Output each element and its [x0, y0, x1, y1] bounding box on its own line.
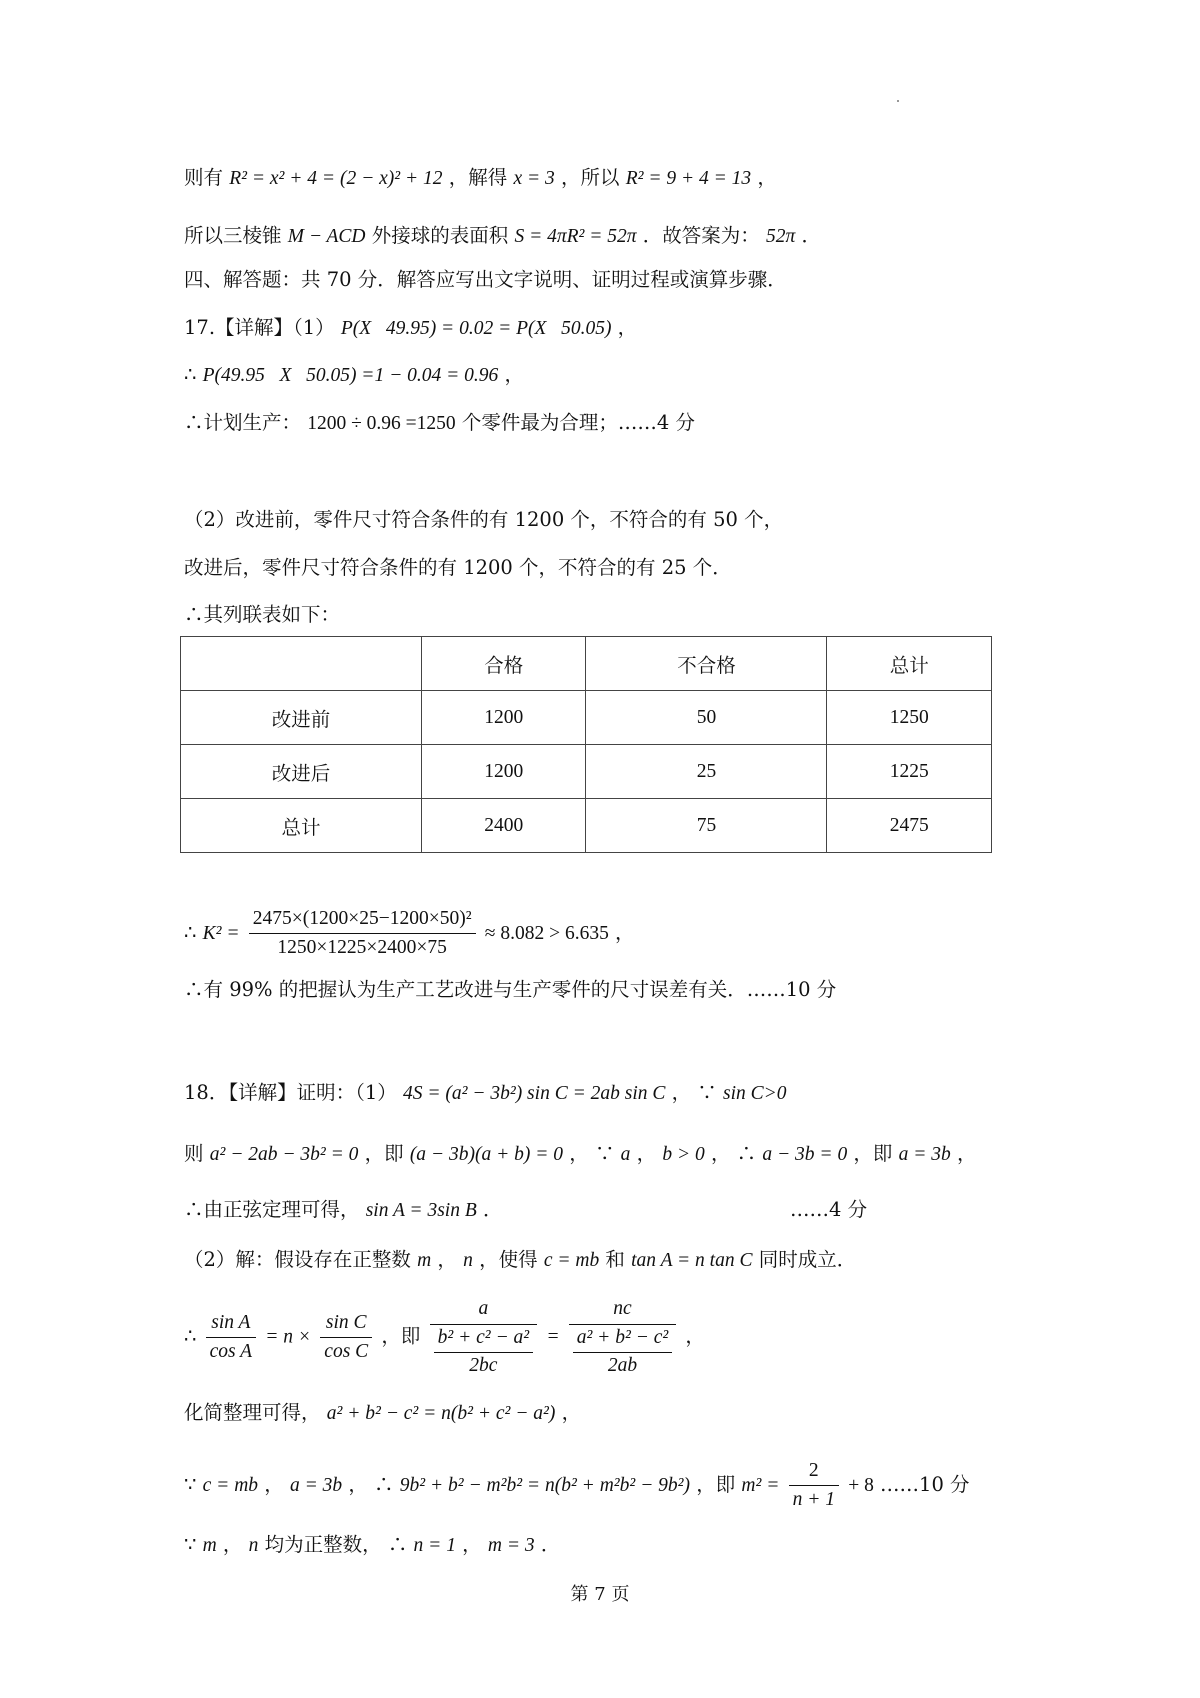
- text: ……10 分: [880, 1473, 970, 1496]
- text: ∵: [184, 1533, 197, 1556]
- math: + 8: [848, 1475, 874, 1496]
- math: n: [463, 1250, 473, 1271]
- text: ，解得: [448, 166, 508, 189]
- k-squared-fraction: [249, 906, 476, 961]
- fraction-denominator: n + 1: [792, 1489, 835, 1510]
- table-cell: 50: [586, 691, 827, 745]
- math: = n ×: [265, 1326, 312, 1348]
- table-header-row: [181, 637, 992, 691]
- text: ，即: [364, 1142, 404, 1165]
- text: ．: [482, 1198, 503, 1221]
- math: 4S = (a² − 3b²) sin C = 2ab sin C: [402, 1083, 666, 1104]
- compound-fraction-right: [569, 1296, 677, 1378]
- line-final: [184, 1530, 560, 1561]
- text: ，: [348, 1473, 368, 1496]
- table-cell: 合格: [421, 637, 586, 691]
- text: ∴: [736, 1142, 757, 1165]
- text: ，: [636, 1142, 657, 1165]
- table-cell: 2400: [421, 799, 586, 853]
- text: ∵: [594, 1142, 615, 1165]
- inner-denominator: 2bc: [469, 1355, 498, 1376]
- text: ∵: [697, 1081, 717, 1104]
- line-18-part1: [184, 1078, 787, 1109]
- fraction-denominator: [430, 1325, 538, 1378]
- text: 则: [184, 1142, 204, 1165]
- math: =: [546, 1326, 560, 1348]
- text: ，: [437, 1248, 457, 1271]
- line-plan: [184, 408, 695, 439]
- math: c = mb: [543, 1250, 600, 1271]
- table-cell: [181, 637, 422, 691]
- table-cell: 2475: [827, 799, 992, 853]
- math: b > 0: [662, 1144, 705, 1165]
- line-k-squared: [184, 906, 635, 961]
- math: M − ACD: [287, 226, 366, 247]
- table-cell: 1200: [421, 745, 586, 799]
- table-cell: 1225: [827, 745, 992, 799]
- math: sin A = 3sin B: [365, 1200, 477, 1221]
- text: ，即: [696, 1473, 736, 1496]
- text: 17.【详解】（1）: [184, 316, 335, 339]
- math: ≈ 8.082 > 6.635: [484, 923, 609, 944]
- math: c = mb: [202, 1475, 259, 1496]
- text: 则有: [184, 166, 224, 189]
- sinA-over-cosA: [206, 1310, 256, 1365]
- math: (a − 3b)(a + b) = 0: [409, 1144, 564, 1165]
- text: ，: [617, 316, 638, 339]
- table-cell: 1200: [421, 691, 586, 745]
- text: ∴计划生产：: [184, 411, 302, 434]
- text: 18．【详解】证明：（1）: [184, 1081, 397, 1104]
- text: ，: [569, 1142, 589, 1165]
- text: ，: [264, 1473, 284, 1496]
- table-row: [181, 691, 992, 745]
- fraction-numerator: sin C: [320, 1310, 372, 1338]
- table-cell: 改进后: [181, 745, 422, 799]
- math: 52π: [766, 226, 796, 247]
- text: ，: [685, 1324, 705, 1348]
- text: ，: [504, 363, 525, 386]
- text: ，所以: [560, 166, 620, 189]
- text: 所以三棱锥: [184, 224, 282, 247]
- fraction-denominator: cos A: [209, 1340, 253, 1362]
- text: ，: [561, 1401, 582, 1424]
- inner-numerator: b² + c² − a²: [434, 1326, 534, 1353]
- math: n = 1: [413, 1535, 456, 1556]
- line-therefore-prob: [184, 360, 524, 391]
- text: ．: [540, 1533, 561, 1556]
- math: n: [248, 1535, 259, 1556]
- math: a = 3b: [289, 1475, 343, 1496]
- table-row: [181, 745, 992, 799]
- math: m: [202, 1535, 217, 1556]
- math: 1200 ÷ 0.96 =1250: [307, 413, 456, 434]
- scan-dot: [897, 100, 899, 102]
- line-simplify: [184, 1398, 581, 1429]
- math: S = 4πR² = 52π: [514, 226, 637, 247]
- fraction-numerator: sin A: [206, 1310, 256, 1338]
- text: ∴: [374, 1473, 394, 1496]
- math: x = 3: [513, 168, 555, 189]
- math: K² =: [202, 923, 240, 944]
- line-tan-fractions: [184, 1296, 705, 1378]
- text: ，: [710, 1142, 731, 1165]
- page-number: 第 7 页: [570, 1584, 630, 1605]
- text: ，: [671, 1081, 692, 1104]
- line-1: [184, 163, 777, 194]
- text: ，即: [381, 1324, 421, 1348]
- line-table-intro: ∴其列联表如下：: [184, 603, 341, 626]
- table-cell: 总计: [827, 637, 992, 691]
- line-conclusion: ∴有 99% 的把握认为生产工艺改进与生产零件的尺寸误差有关．……10 分: [184, 978, 837, 1001]
- line-factor: [184, 1139, 977, 1170]
- line-18-part2: [184, 1245, 856, 1276]
- math: a² − 2ab − 3b² = 0: [209, 1144, 359, 1165]
- math: 9b² + b² − m²b² = n(b² + m²b² − 9b²): [399, 1475, 690, 1496]
- text: 和: [605, 1248, 625, 1271]
- text: ∴: [184, 921, 197, 944]
- score-note: ……4 分: [790, 1198, 868, 1221]
- text: ，: [757, 166, 777, 189]
- table-cell: 不合格: [586, 637, 827, 691]
- fraction-numerator: nc: [569, 1296, 677, 1325]
- fraction-numerator: 2: [789, 1458, 839, 1486]
- text: ∵: [184, 1473, 197, 1496]
- text: ，: [615, 921, 635, 944]
- text: 化简整理可得，: [184, 1401, 321, 1424]
- math: R² = 9 + 4 = 13: [625, 168, 752, 189]
- math: m² =: [741, 1475, 780, 1496]
- sinC-over-cosC: [320, 1310, 372, 1365]
- math: R² = x² + 4 = (2 − x)² + 12: [229, 168, 443, 189]
- text: 同时成立．: [758, 1248, 857, 1271]
- math: P(X 49.95) = 0.02 = P(X 50.05): [340, 318, 612, 339]
- text: ∴由正弦定理可得，: [184, 1198, 360, 1221]
- math: sin C>0: [723, 1083, 787, 1104]
- fraction-numerator: 2475×(1200×25−1200×50)²: [249, 906, 476, 934]
- text: ，: [462, 1533, 482, 1556]
- text: 个零件最为合理；……4 分: [461, 411, 695, 434]
- text: ∴: [184, 1324, 197, 1348]
- fraction-numerator: a: [430, 1296, 538, 1325]
- line-before: （2）改进前，零件尺寸符合条件的有 1200 个，不符合的有 50 个，: [184, 508, 784, 531]
- table-row: [181, 799, 992, 853]
- text: ，: [222, 1533, 243, 1556]
- math: m = 3: [487, 1535, 535, 1556]
- text: ．故答案为：: [642, 224, 760, 247]
- table-cell: 1250: [827, 691, 992, 745]
- contingency-table: [180, 636, 992, 853]
- math: tan A = n tan C: [631, 1250, 753, 1271]
- text: 均为正整数，: [264, 1533, 382, 1556]
- line-2: [184, 221, 821, 252]
- compound-fraction-left: [430, 1296, 538, 1378]
- fraction-denominator: cos C: [324, 1340, 369, 1362]
- text: 外接球的表面积: [371, 224, 509, 247]
- table-cell: 改进前: [181, 691, 422, 745]
- math: a: [620, 1144, 631, 1165]
- line-substitute: [184, 1458, 970, 1513]
- line-sine-rule: [184, 1195, 502, 1226]
- line-after: 改进后，零件尺寸符合条件的有 1200 个，不符合的有 25 个．: [184, 556, 732, 579]
- text: ，: [957, 1142, 977, 1165]
- text: ∴: [184, 363, 197, 386]
- math: P(49.95 X 50.05) =1 − 0.04 = 0.96: [202, 365, 499, 386]
- table-cell: 75: [586, 799, 827, 853]
- text: ，即: [853, 1142, 893, 1165]
- text: ，使得: [479, 1248, 538, 1271]
- math: m: [417, 1250, 432, 1271]
- math: a² + b² − c² = n(b² + c² − a²): [326, 1403, 556, 1424]
- table-cell: 总计: [181, 799, 422, 853]
- fraction-denominator: [569, 1325, 677, 1378]
- math: a = 3b: [898, 1144, 951, 1165]
- text: （2）解：假设存在正整数: [184, 1248, 411, 1271]
- table-cell: 25: [586, 745, 827, 799]
- line-17-part1: [184, 313, 637, 344]
- math: a − 3b = 0: [762, 1144, 848, 1165]
- inner-denominator: 2ab: [607, 1355, 638, 1376]
- text: ∴: [387, 1533, 408, 1556]
- inner-numerator: a² + b² − c²: [573, 1326, 673, 1353]
- text: ．: [801, 224, 821, 247]
- fraction-denominator: 1250×1225×2400×75: [277, 937, 447, 958]
- section-heading: 四、解答题：共 70 分．解答应写出文字说明、证明过程或演算步骤．: [184, 268, 787, 291]
- two-over-n-plus-one: [789, 1458, 839, 1513]
